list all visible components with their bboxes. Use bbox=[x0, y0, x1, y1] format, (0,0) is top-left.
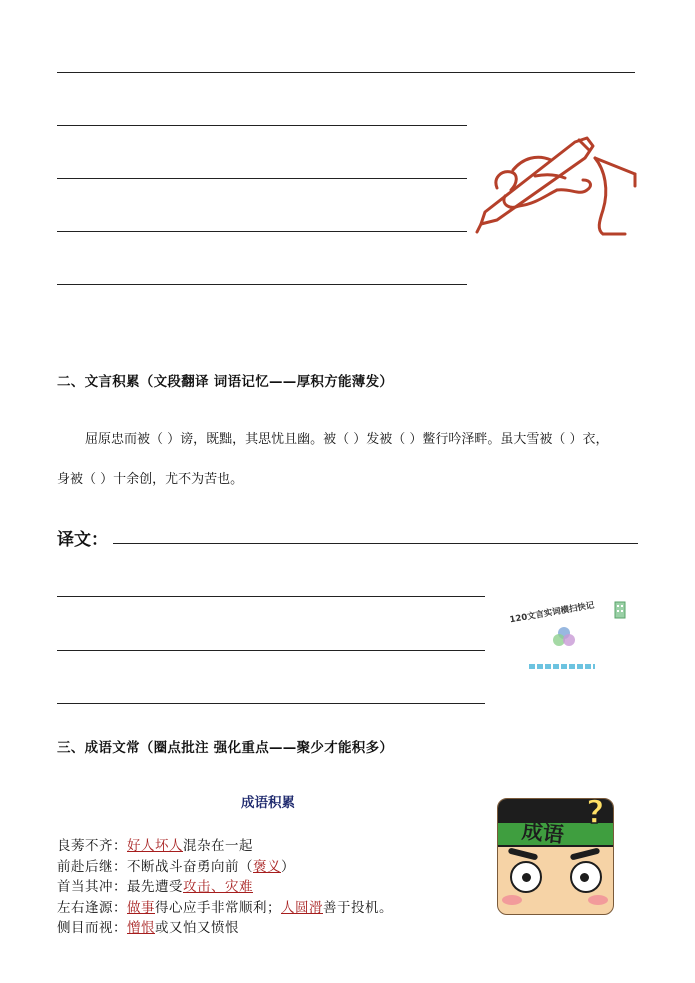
idiom-highlight: 做事 bbox=[127, 899, 155, 916]
idioms-subtitle: 成语积累 bbox=[241, 795, 295, 811]
writing-line bbox=[57, 596, 485, 597]
cartoon-headband-text: 成语 bbox=[520, 818, 566, 848]
idiom-meaning: 混杂在一起 bbox=[183, 838, 253, 854]
badge-text: 120文言实词横扫快记 bbox=[508, 600, 596, 626]
cartoon-question-mark: ? bbox=[586, 798, 605, 831]
idiom-highlight: 攻击、灾难 bbox=[183, 879, 253, 895]
idiom-meaning: ） bbox=[281, 858, 295, 875]
idiom-meaning: 或又怕又愤恨 bbox=[155, 920, 239, 936]
building-icon bbox=[611, 600, 629, 620]
hand-writing-icon bbox=[475, 130, 640, 242]
idiom-meaning: 最先遭受 bbox=[127, 879, 183, 895]
idiom-list bbox=[57, 834, 393, 937]
idiom-item bbox=[57, 896, 393, 917]
idiom-meaning: 得心应手非常顺利； bbox=[155, 899, 281, 916]
idiom-term: 首当其冲： bbox=[57, 879, 127, 895]
vocab-badge bbox=[505, 598, 635, 678]
passage-line-1: 屈原忠而被（ ）谤，既黜，其思忧且幽。被（ ）发被（ ）鳖行吟泽畔。虽大雪被（ ）衣， bbox=[85, 432, 609, 447]
circles-icon bbox=[551, 625, 577, 649]
idiom-item bbox=[57, 916, 393, 937]
idiom-item bbox=[57, 855, 393, 876]
section3-heading: 三、成语文常（圈点批注 强化重点——聚少才能积多） bbox=[57, 740, 394, 756]
cartoon-cheek-left bbox=[502, 895, 522, 905]
writing-line bbox=[57, 284, 467, 285]
writing-line bbox=[57, 650, 485, 651]
idiom-term: 前赴后继： bbox=[57, 858, 127, 875]
idiom-item bbox=[57, 875, 393, 896]
idiom-highlight: 好人坏人 bbox=[127, 838, 183, 854]
writing-line bbox=[57, 231, 467, 232]
idiom-highlight: 憎恨 bbox=[127, 920, 155, 936]
cartoon-brow-right bbox=[570, 847, 601, 860]
idiom-term: 侧目而视： bbox=[57, 920, 127, 936]
idiom-meaning: 善于投机。 bbox=[323, 899, 393, 916]
writing-line bbox=[57, 125, 467, 126]
writing-line bbox=[57, 703, 485, 704]
idiom-highlight: 褒义 bbox=[253, 858, 281, 875]
writing-line bbox=[57, 178, 467, 179]
idiom-item bbox=[57, 834, 393, 855]
cartoon-brow-left bbox=[508, 847, 539, 860]
idiom-cartoon bbox=[497, 798, 614, 915]
idiom-term: 左右逢源： bbox=[57, 899, 127, 916]
cartoon-eye-right bbox=[570, 861, 602, 893]
section2-heading: 二、文言积累（文段翻译 词语记忆——厚积方能薄发） bbox=[57, 374, 394, 390]
passage-line-2: 身被（ ）十余创，尤不为苦也。 bbox=[57, 472, 244, 487]
badge-strip bbox=[529, 664, 595, 669]
translation-label: 译文： bbox=[57, 530, 108, 550]
translation-line bbox=[113, 543, 638, 544]
idiom-term: 良莠不齐： bbox=[57, 838, 127, 854]
idiom-highlight: 人圆滑 bbox=[281, 899, 323, 916]
cartoon-cheek-right bbox=[588, 895, 608, 905]
writing-line bbox=[57, 72, 635, 73]
idiom-meaning: 不断战斗奋勇向前（ bbox=[127, 858, 253, 875]
cartoon-eye-left bbox=[510, 861, 542, 893]
